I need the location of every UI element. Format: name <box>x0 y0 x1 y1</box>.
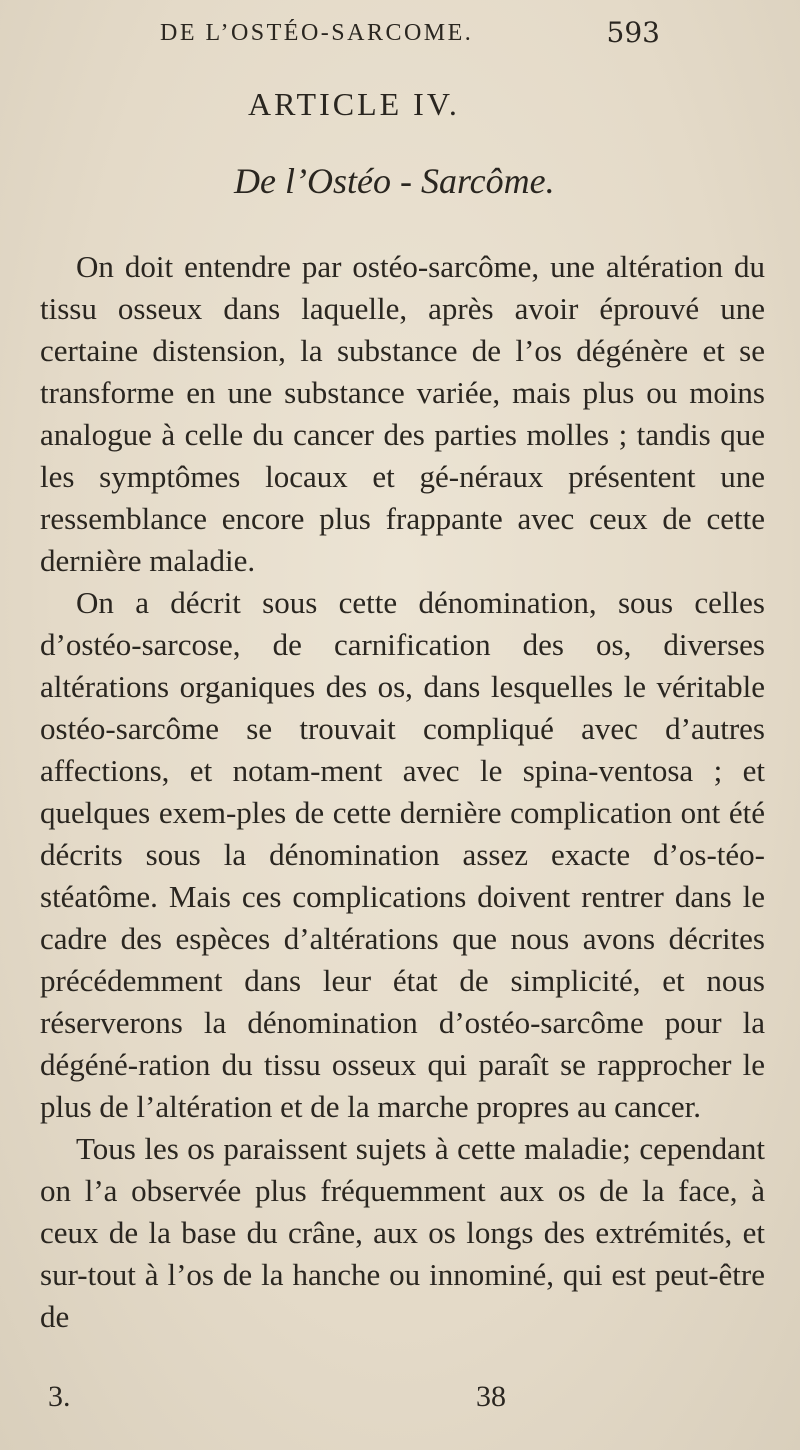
paragraph: Tous les os paraissent sujets à cette maladie; cependant on l’a observée plus fréquemment aux os de la face, à ceux de la base du crâne, aux os longs des extrémités, et sur-tout à l’os de la hanche ou innominé, qui est peut-être de <box>40 1131 765 1334</box>
signature-mark: 3. <box>48 1380 71 1413</box>
signature-number: 38 <box>476 1380 506 1413</box>
paragraph: On a décrit sous cette dénomination, sous celles d’ostéo-sarcose, de carnification des os, diverses altérations organiques des os, dans lesquelles le véritable ostéo-sarcôme se trouvait compliqué avec d’autres affections, et notam-ment avec le spina-ventosa ; et quelques exem-ples de cette dernière complication ont été décrits sous la dénomination assez exacte d’os-téo-stéatôme. Mais ces complications doivent rentrer dans le cadre des espèces d’altérations que nous avons décrites précédemment dans leur état de simplicité, et nous réserverons la dénomination d’ostéo-sarcôme pour la dégéné-ration du tissu osseux qui paraît se rapprocher le plus de l’altération et de la marche propres au cancer. <box>40 585 765 1124</box>
running-head <box>160 14 660 54</box>
article-number: ARTICLE IV. <box>248 86 460 122</box>
article-title: De l’Ostéo - Sarcôme. <box>234 161 555 201</box>
running-title: DE L’OSTÉO-SARCOME. <box>160 20 474 46</box>
paragraph: On doit entendre par ostéo-sarcôme, une altération du tissu osseux dans laquelle, après avoir éprouvé une certaine distension, la substance de l’os dégénère et se transforme en une substance variée, mais plus ou moins analogue à celle du cancer des parties molles ; tandis que les symptômes locaux et gé-néraux présentent une ressemblance encore plus frappante avec ceux de cette dernière maladie. <box>40 249 765 578</box>
body-text <box>40 246 765 1338</box>
printer-signature <box>40 1380 765 1420</box>
page-number: 593 <box>606 16 660 49</box>
